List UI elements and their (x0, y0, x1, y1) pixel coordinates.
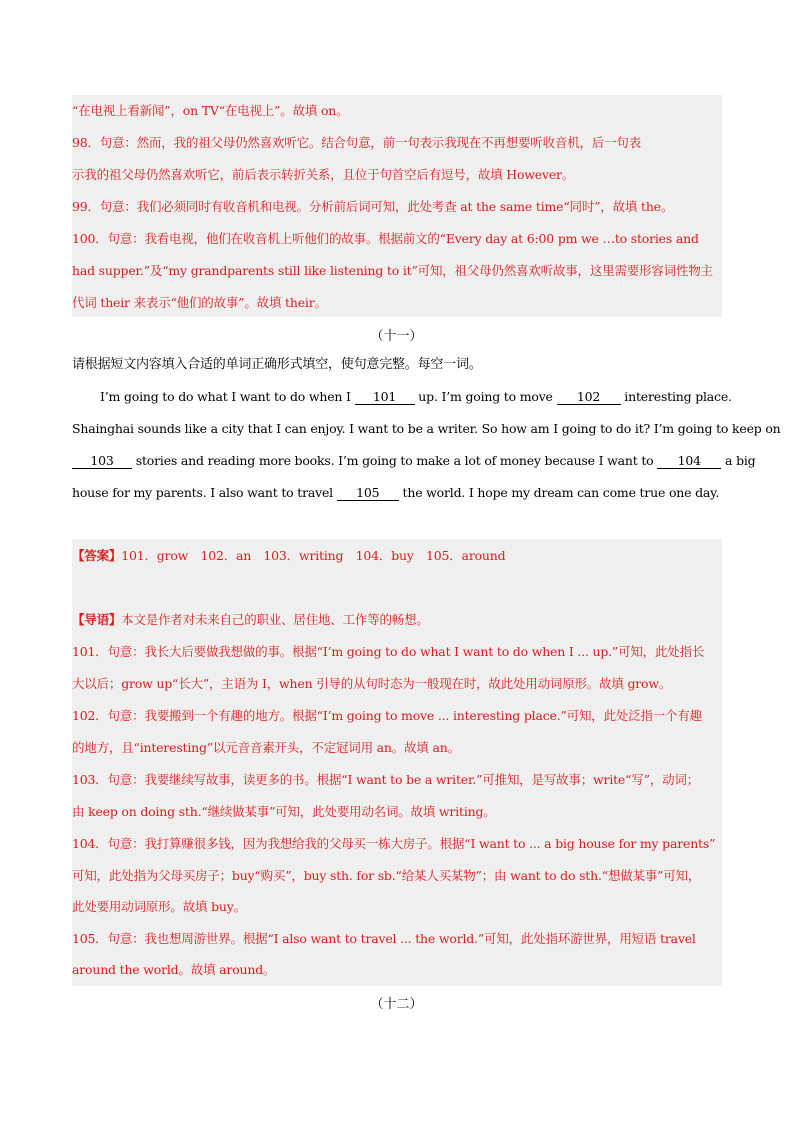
passage-text: up. I’m going to move (414, 389, 557, 404)
passage-text: stories and reading more books. I’m going to make a lot of money because I want to (132, 453, 658, 468)
explanation-line: “在电视上看新闻”，on TV“在电视上”。故填 on。 (72, 103, 349, 118)
explanation-line: 104．句意：我打算赚很多钱，因为我想给我的父母买一栋大房子。根据“I want to ... a big house for my parents” (72, 836, 716, 851)
explanation-line: 示我的祖父母仍然喜欢听它，前后表示转折关系，且位于句首空后有逗号，故填 However。 (72, 167, 575, 182)
passage-text: the world. I hope my dream can come true one day. (398, 485, 720, 500)
explanation-line: 大以后；grow up“长大”，主语为 I，when 引导的从句时态为一般现在时，故此处用动词原形。故填 grow。 (72, 676, 672, 691)
explanation-line: had supper.”及“my grandparents still like listening to it”可知，祖父母仍然喜欢听故事，这里需要形容词性物主 (72, 263, 713, 278)
passage-text: house for my parents. I also want to travel (72, 485, 337, 500)
passage-text: I’m going to do what I want to do when I (100, 389, 355, 404)
explanation-line: 99．句意：我们必须同时有收音机和电视。分析前后词可知，此处考查 at the same time“同时”，故填 the。 (72, 199, 674, 214)
explanation-line: 103．句意：我要继续写故事，读更多的书。根据“I want to be a writer.”可推知，是写故事；write“写”，动词； (72, 772, 700, 787)
blank-104[interactable]: 104 (657, 454, 721, 469)
passage-text: a big (721, 453, 756, 468)
explanation-line: 100．句意：我看电视，他们在收音机上听他们的故事。根据前文的“Every day at 6:00 pm we …to stories and (72, 231, 699, 246)
explanation-line: 代词 their 来表示“他们的故事”。故填 their。 (72, 295, 327, 310)
blank-102[interactable]: 102 (557, 390, 621, 405)
section-title: （十二） (370, 997, 423, 1012)
explanation-line: 的地方，且“interesting”以元音音素开头，不定冠词用 an。故填 an。 (72, 740, 460, 755)
passage-line (72, 485, 719, 501)
section-title: （十一） (370, 329, 423, 344)
instruction: 请根据短文内容填入合适的单词正确形式填空，使句意完整。每空一词。 (72, 357, 482, 372)
explanation-line: 98．句意：然而，我的祖父母仍然喜欢听它。结合句意，前一句表示我现在不再想要听收音机，后一句表 (72, 135, 642, 150)
blank-101[interactable]: 101 (355, 390, 415, 405)
explanation-line: around the world。故填 around。 (72, 962, 276, 977)
explanation-line: 由 keep on doing sth.“继续做某事”可知，此处要用动名词。故填 writing。 (72, 804, 496, 819)
guide-line (72, 612, 429, 628)
answer-box (72, 539, 722, 986)
passage-line (100, 389, 732, 405)
answer-text: 101．grow 102．an 103．writing 104．buy 105．around (121, 548, 506, 563)
explanation-line: 105．句意：我也想周游世界。根据“I also want to travel ... the world.”可知，此处指环游世界，用短语 travel (72, 931, 696, 946)
answer-label: 【答案】 (72, 548, 122, 563)
explanation-line: 此处要用动词原形。故填 buy。 (72, 899, 246, 914)
explanation-line: 101．句意：我长大后要做我想做的事。根据“I’m going to do what I want to do when I ... up.”可知，此处指长 (72, 644, 705, 659)
explanation-line: 可知，此处指为父母买房子；buy“购买”，buy sth. for sb.“给某人买某物”；由 want to do sth.“想做某事”可知， (72, 868, 701, 883)
guide-label: 【导语】 (72, 612, 122, 627)
passage-line (72, 453, 755, 469)
explanation-line: 102．句意：我要搬到一个有趣的地方。根据“I’m going to move ... interesting place.”可知，此处泛指一个有趣 (72, 708, 702, 723)
passage-line: Shainghai sounds like a city that I can enjoy. I want to be a writer. So how am I going to do it? I’m going to keep on (72, 421, 781, 436)
guide-text: 本文是作者对未来自己的职业、居住地、工作等的畅想。 (121, 612, 429, 627)
answer-line (72, 548, 505, 564)
blank-103[interactable]: 103 (72, 454, 132, 469)
passage-text: interesting place. (620, 389, 732, 404)
blank-105[interactable]: 105 (337, 486, 399, 501)
